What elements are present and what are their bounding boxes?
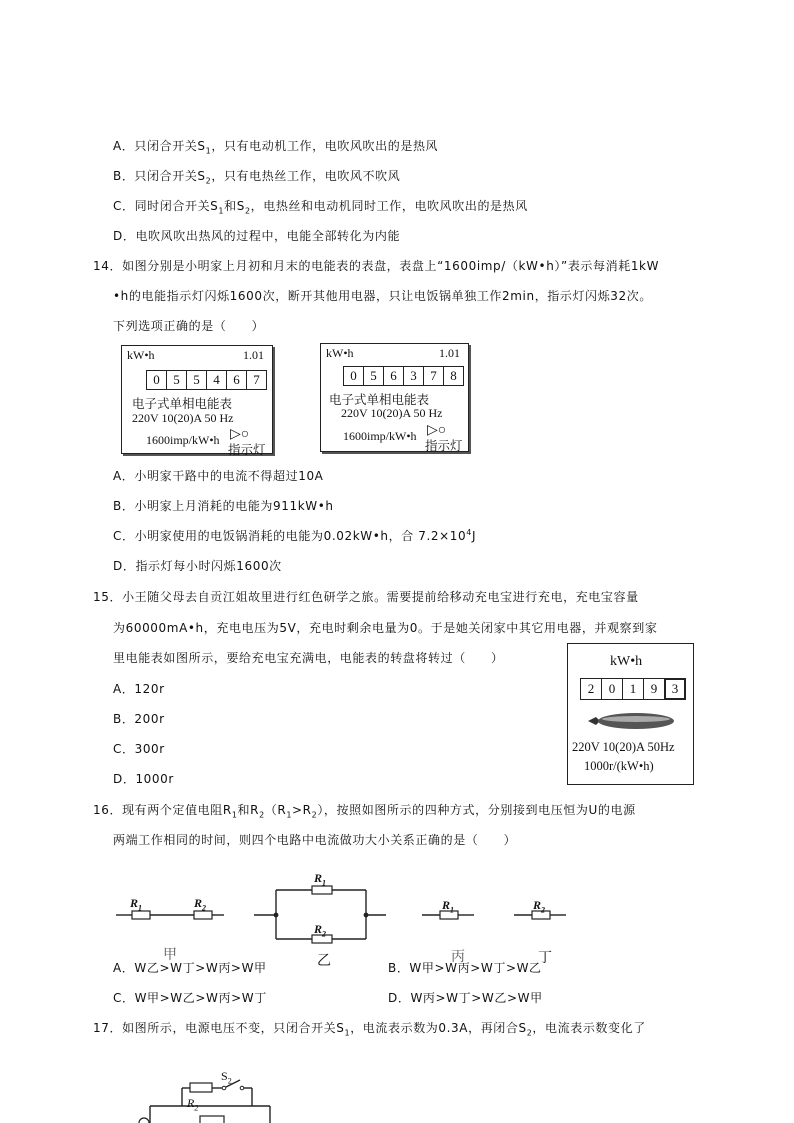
meter-digit: 8 [443, 366, 464, 386]
meter-digit: 6 [226, 370, 247, 390]
q16-option-c: C．W甲>W乙>W丙>W丁 [113, 991, 267, 1005]
label-r2-yi: $R_2$ [314, 922, 327, 939]
meter-digit: 6 [383, 366, 404, 386]
electric-meter-end-of-month [320, 343, 469, 452]
label-switch-s2: $S_2$ [221, 1069, 232, 1086]
q13-option-c: C．同时闭合开关$S_1$和$S_2$，电热丝和电动机同时工作，电吹风吹出的是热风 [113, 199, 528, 216]
meter-imp: 1600imp/kW•h [343, 429, 417, 443]
q15-stem-line3: 里电能表如图所示，要给充电宝充满电，电能表的转盘将转过（ ） [113, 651, 504, 665]
q16-stem-line2: 两端工作相同的时间，则四个电路中电流做功大小关系正确的是（ ） [113, 833, 517, 847]
label-yi: 乙 [317, 953, 331, 969]
label-r1-yi: $R_1$ [314, 871, 327, 888]
label-jia: 甲 [163, 947, 177, 963]
turntable-disk-icon [586, 710, 678, 732]
q17-stem-line1: 17．如图所示，电源电压不变，只闭合开关$S_1$，电流表示数为0.3A，再闭合$S_2$，电流表示数变化了 [93, 1021, 646, 1038]
q16-option-a: A．W乙>W丁>W丙>W甲 [113, 961, 267, 975]
electric-meter-start-of-month [121, 345, 273, 457]
meter-unit: kW•h [610, 654, 643, 669]
q14-stem-line1: 14．如图分别是小明家上月初和月末的电能表的表盘，表盘上“1600imp/（kW•h）”表示每消耗1kW [93, 259, 660, 273]
label-bing: 丙 [451, 949, 465, 965]
meter-digit: 4 [206, 370, 227, 390]
q14-option-a: A．小明家干路中的电流不得超过10A [113, 469, 324, 483]
q16-option-b: B．W甲>W丙>W丁>W乙 [388, 961, 542, 975]
indicator-light-label: 指示灯 [425, 438, 463, 453]
indicator-light-icon: ▷○ [427, 423, 447, 438]
q15-option-b: B．200r [113, 712, 165, 726]
meter-rating: 220V 10(20)A 50 Hz [341, 406, 443, 420]
meter-rating: 220V 10(20)A 50 Hz [132, 411, 234, 425]
label-resistor-r2: $R_2$ [187, 1096, 199, 1113]
q15-option-c: C．300r [113, 742, 165, 756]
q14-option-d: D．指示灯每小时闪烁1600次 [113, 559, 282, 573]
meter-digit: 5 [363, 366, 384, 386]
q14-option-b: B．小明家上月消耗的电能为911kW•h [113, 499, 334, 513]
meter-title: 电子式单相电能表 [132, 396, 233, 411]
meter-digits [580, 678, 685, 700]
meter-digits [343, 366, 463, 386]
q13-option-b: B．只闭合开关$S_2$，只有电热丝工作，电吹风不吹风 [113, 169, 401, 186]
meter-unit: kW•h [326, 346, 354, 360]
q15-stem-line1: 15．小王随父母去自贡江姐故里进行红色研学之旅。需要提前给移动充电宝进行充电，充电宝容量 [93, 590, 639, 604]
q14-stem-line2: •h的电能指示灯闪烁1600次，断开其他用电器，只让电饭锅单独工作2min，指示灯闪烁32次。 [113, 289, 652, 303]
meter-digit: 5 [166, 370, 187, 390]
label-r1-jia: $R_1$ [130, 896, 143, 913]
meter-digit: 1 [622, 678, 644, 700]
meter-digit: 7 [246, 370, 267, 390]
meter-digit: 2 [580, 678, 602, 700]
q16-option-d: D．W丙>W丁>W乙>W甲 [388, 991, 543, 1005]
meter-version: 1.01 [243, 348, 264, 362]
q15-option-a: A．120r [113, 682, 165, 696]
meter-digit: 3 [403, 366, 424, 386]
meter-digit: 0 [601, 678, 623, 700]
label-r2-ding: $R_2$ [533, 898, 546, 915]
meter-imp: 1600imp/kW•h [146, 433, 220, 447]
indicator-light-label: 指示灯 [228, 442, 266, 457]
label-r1-bing: $R_1$ [442, 898, 455, 915]
meter-digit: 5 [186, 370, 207, 390]
meter-unit: kW•h [127, 348, 155, 362]
meter-digit: 7 [423, 366, 444, 386]
label-r2-jia: $R_2$ [194, 896, 207, 913]
q13-option-d: D．电吹风吹出热风的过程中，电能全部转化为内能 [113, 229, 401, 243]
meter-digits [146, 370, 266, 390]
meter-digit-decimal: 3 [664, 678, 686, 700]
q14-stem-line3: 下列选项正确的是（ ） [113, 319, 265, 333]
meter-revolutions: 1000r/(kW•h) [584, 759, 654, 773]
q16-stem-line1: 16．现有两个定值电阻$R_1$和$R_2(R_1>R_2)$，按照如图所示的四种方式，分别接到电压恒为U的电源 [93, 803, 636, 820]
q13-option-a: A．只闭合开关$S_1$，只有电动机工作，电吹风吹出的是热风 [113, 139, 439, 156]
meter-rating: 220V 10(20)A 50Hz [572, 740, 675, 754]
label-ding: 丁 [538, 950, 552, 966]
q14-option-c: C．小明家使用的电饭锅消耗的电能为0.02kW•h，合 $7.2\times 10^4J$ [113, 528, 477, 543]
q15-option-d: D．1000r [113, 772, 174, 786]
q15-stem-line2: 为60000mA•h，充电电压为5V，充电时剩余电量为0。于是她关闭家中其它用电器，并观察到家 [113, 621, 658, 635]
meter-digit: 0 [343, 366, 364, 386]
electric-meter-turntable [567, 643, 694, 785]
q17-circuit-diagram [130, 1066, 280, 1123]
meter-digit: 9 [643, 678, 665, 700]
meter-digit: 0 [146, 370, 167, 390]
indicator-light-icon: ▷○ [230, 427, 250, 442]
meter-version: 1.01 [439, 346, 460, 360]
meter-title: 电子式单相电能表 [329, 392, 430, 407]
